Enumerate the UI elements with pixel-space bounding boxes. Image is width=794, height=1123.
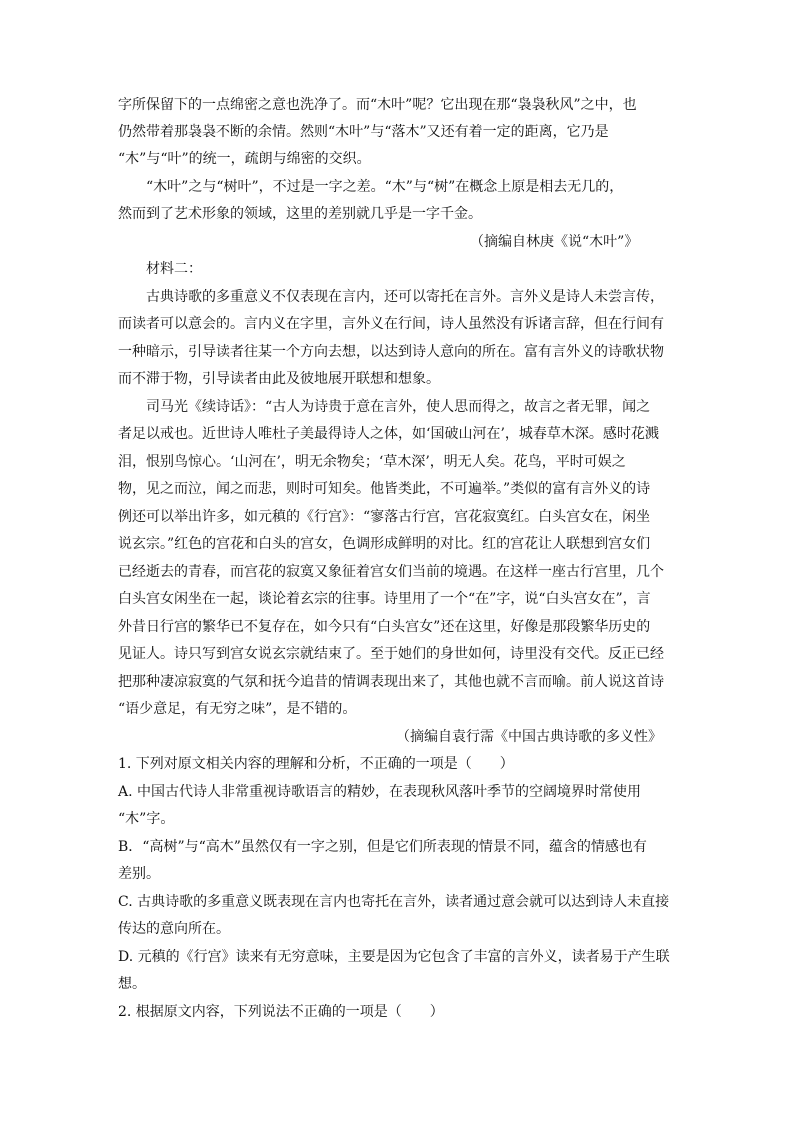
option-a: A. 中国古代诗人非常重视诗歌语言的精妙，在表现秋风落叶季节的空阔境界时常使用 xyxy=(118,784,642,800)
text-line: 仍然带着那袅袅不断的余情。然则“木叶”与“落木”又还有着一定的距离，它乃是 xyxy=(118,124,609,140)
option-c-cont: 传达的意向所在。 xyxy=(118,921,230,937)
option-b-cont: 差别。 xyxy=(118,866,160,882)
text-line: 外昔日行宫的繁华已不复存在，如今只有“白头宫女”还在这里，好像是那段繁华历史的 xyxy=(118,619,651,635)
text-line: 把那种凄凉寂寞的气氛和抚今追昔的情调表现出来了，其他也就不言而喻。前人说这首诗 xyxy=(118,674,664,690)
text-line: 已经逝去的青春，而宫花的寂寞又象征着宫女们当前的境遇。在这样一座古行宫里，几个 xyxy=(118,564,664,580)
option-c: C. 古典诗歌的多重意义既表现在言内也寄托在言外，读者通过意会就可以达到诗人未直接 xyxy=(118,894,670,910)
source-citation: （摘编自林庚《说“木叶”》 xyxy=(470,234,639,250)
source-citation: （摘编自袁行霈《中国古典诗歌的多义性》 xyxy=(396,729,662,745)
text-line: 例还可以举出许多，如元稹的《行宫》：“寥落古行宫，宫花寂寞红。白头宫女在，闲坐 xyxy=(118,509,651,525)
option-d: D. 元稹的《行宫》读来有无穷意味，主要是因为它包含了丰富的言外义，读者易于产生联 xyxy=(118,949,670,965)
question-stem: 2. 根据原文内容，下列说法不正确的一项是（ ） xyxy=(118,1004,444,1020)
text-line: “木叶”之与“树叶”，不过是一字之差。“木”与“树”在概念上原是相去无几的， xyxy=(146,179,624,195)
text-line: 字所保留下的一点绵密之意也洗净了。而“木叶”呢？它出现在那“袅袅秋风”之中，也 xyxy=(118,97,637,113)
text-line: 见证人。诗只写到宫女说玄宗就结束了。至于她们的身世如何，诗里没有交代。反正已经 xyxy=(118,646,664,662)
text-line: 然而到了艺术形象的领域，这里的差别就几乎是一字千金。 xyxy=(118,206,482,222)
text-line: 说玄宗。”红色的宫花和白头的宫女，色调形成鲜明的对比。红的宫花让人联想到宫女们 xyxy=(118,536,651,552)
question-stem: 1. 下列对原文相关内容的理解和分析，不正确的一项是（ ） xyxy=(118,756,514,772)
text-line: 物，见之而泣，闻之而悲，则时可知矣。他皆类此，不可遍举。”类似的富有言外义的诗 xyxy=(118,481,651,497)
text-line: 古典诗歌的多重意义不仅表现在言内，还可以寄托在言外。言外义是诗人未尝言传， xyxy=(146,289,664,305)
option-d-cont: 想。 xyxy=(118,976,146,992)
text-line: “木”与“叶”的统一，疏朗与绵密的交织。 xyxy=(118,151,371,167)
text-line: 者足以戒也。近世诗人唯杜子美最得诗人之体，如‘国破山河在’，城春草木深。感时花溅 xyxy=(118,426,659,442)
text-line: “语少意足，有无穷之味”，是不错的。 xyxy=(118,701,357,717)
option-b: B．“高树”与“高木”虽然仅有一字之别，但是它们所表现的情景不同，蕴含的情感也有 xyxy=(118,839,647,855)
text-line: 司马光《续诗话》：“古人为诗贵于意在言外，使人思而得之，故言之者无罪，闻之 xyxy=(146,399,651,415)
option-a-cont: “木”字。 xyxy=(118,811,175,827)
text-line: 一种暗示，引导读者往某一个方向去想，以达到诗人意向的所在。富有言外义的诗歌状物 xyxy=(118,344,664,360)
section-heading: 材料二： xyxy=(146,261,202,277)
text-line: 白头宫女闲坐在一起，谈论着玄宗的往事。诗里用了一个“在”字，说“白头宫女在”，言 xyxy=(118,591,651,607)
text-line: 泪，恨别鸟惊心。‘山河在’，明无余物矣；‘草木深’，明无人矣。花鸟，平时可娱之 xyxy=(118,454,626,470)
text-line: 而不滞于物，引导读者由此及彼地展开联想和想象。 xyxy=(118,371,440,387)
text-line: 而读者可以意会的。言内义在字里，言外义在行间，诗人虽然没有诉诸言辞，但在行间有 xyxy=(118,316,664,332)
